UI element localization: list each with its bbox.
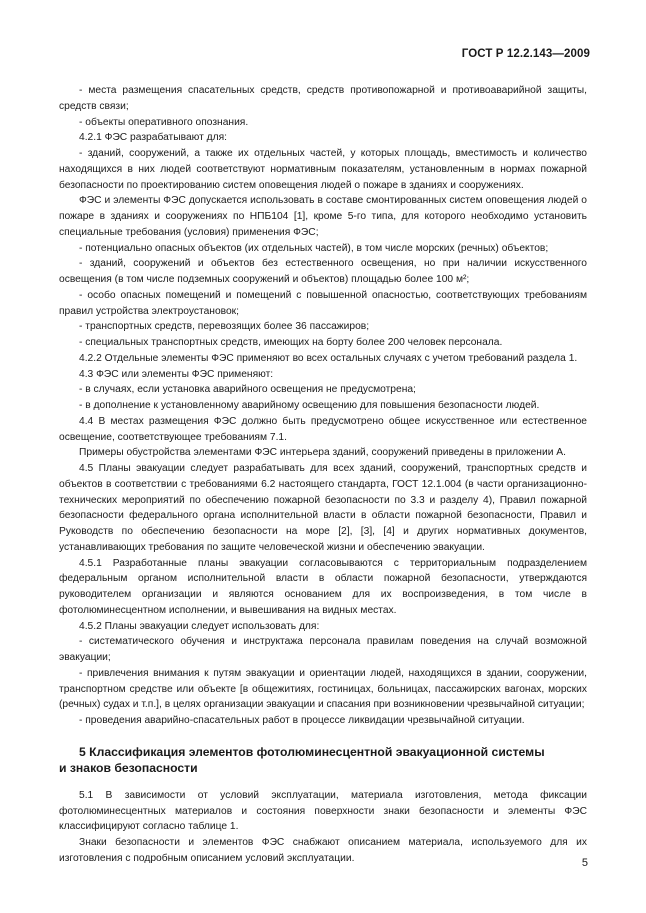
paragraph: 4.2.2 Отдельные элементы ФЭС применяют во всех остальных случаях с учетом требований раздела 1. [79,352,578,364]
paragraph: 4.4 В местах размещения ФЭС должно быть предусмотрено общее искусственное или естественное освещение, соответствующее требованиям 7.1. [59,415,587,443]
paragraph: - транспортных средств, перевозящих более 36 пассажиров; [79,321,370,333]
paragraph: Примеры обустройства элементами ФЭС интерьера зданий, сооружений приведены в приложении А. [79,447,566,459]
paragraph: - привлечения внимания к путям эвакуации и ориентации людей, находящихся в здании, сооружении, транспортном средстве или объекте [в общежитиях, гостиницах, больницах, пассажирских вагонах, морских (речных) судах и т.п.], в целях организации эвакуации и спасания при возникновении чрезвычайной ситуации; [59,667,587,711]
document-body [59,83,587,867]
paragraph: - зданий, сооружений и объектов без естественного освещения, но при наличии искусственного освещения (в том числе подземных сооружений и объектов) площадью более 100 м²; [59,258,587,285]
paragraph: - систематического обучения и инструктажа персонала правилам поведения на случай возможной эвакуации; [59,636,587,663]
paragraph: - проведения аварийно-спасательных работ в процессе ликвидации чрезвычайной ситуации. [79,715,525,726]
paragraph: 4.2.1 ФЭС разрабатывают для: [79,132,228,144]
paragraph: - специальных транспортных средств, имеющих на борту более 200 человек персонала. [79,337,503,348]
section-heading [59,744,587,776]
paragraph: Знаки безопасности и элементов ФЭС снабжают описанием материала, используемого для их изготовления с подробным описанием условий эксплуатации. [59,837,587,864]
section-heading-line: и знаков безопасности [59,760,198,775]
paragraph: - зданий, сооружений, а также их отдельных частей, у которых площадь, вместимость и количество находящихся в них людей соответствуют нормативным показателям, установленным в нормах пожарной безопасности по проектированию систем оповещения людей о пожаре в зданиях и сооружениях. [59,148,587,191]
paragraph: 4.3 ФЭС или элементы ФЭС применяют: [79,368,274,380]
paragraph: - в случаях, если установка аварийного освещения не предусмотрена; [79,384,416,396]
paragraph: ФЭС и элементы ФЭС допускается использовать в составе смонтированных систем оповещения людей о пожаре в зданиях и сооружениях по НПБ104 [1], кроме 5-го типа, для которого необходимо установить специальные требования (условия) применения ФЭС; [59,195,587,238]
standard-code: ГОСТ Р 12.2.143—2009 [461,48,590,60]
document-header [462,48,590,60]
section-heading-line: 5 Классификация элементов фотолюминесцентной эвакуационной системы [79,744,545,759]
paragraph: 5.1 В зависимости от условий эксплуатации, материала изготовления, метода фиксации фотолюминесцентных материалов и состояния поверхности знаки безопасности и элементы ФЭС классифицируют согласно таблице 1. [59,789,587,833]
paragraph: - объекты оперативного опознания. [79,116,249,128]
page-number: 5 [581,857,588,869]
paragraph: 4.5.2 Планы эвакуации следует использовать для: [79,620,320,632]
paragraph: - в дополнение к установленному аварийному освещению для повышения безопасности людей. [79,400,540,411]
paragraph: 4.5 Планы эвакуации следует разрабатывать для всех зданий, сооружений, транспортных средств и объектов в соответствии с требованиями 6.2 настоящего стандарта, ГОСТ 12.1.004 (в части организационно-технических мероприятий по обеспечению пожарной безопасности по 3.3 и разделу 4), Правил пожарной безопасности федерального органа исполнительной власти в области пожарной безопасности, Правил и Руководств по обеспечению безопасности на море [2], [3], [4] и других нормативных документов, устанавливающих требования по защите человеческой жизни и обеспечению эвакуации. [59,463,587,553]
paragraph: - места размещения спасательных средств, средств противопожарной и противоаварийной защиты, средств связи; [59,85,587,112]
paragraph: - особо опасных помещений и помещений с повышенной опасностью, соответствующих требованиям правил устройства электроустановок; [59,289,587,317]
paragraph: 4.5.1 Разработанные планы эвакуации согласовываются с территориальным подразделением федеральным органом исполнительной власти в области пожарной безопасности, утверждаются руководителем организации и являются основанием для их воспроизведения, в том числе в фотолюминесцентном исполнении, и вывешивания на видных местах. [59,557,587,616]
paragraph: - потенциально опасных объектов (их отдельных частей), в том числе морских (речных) объектов; [79,242,549,254]
